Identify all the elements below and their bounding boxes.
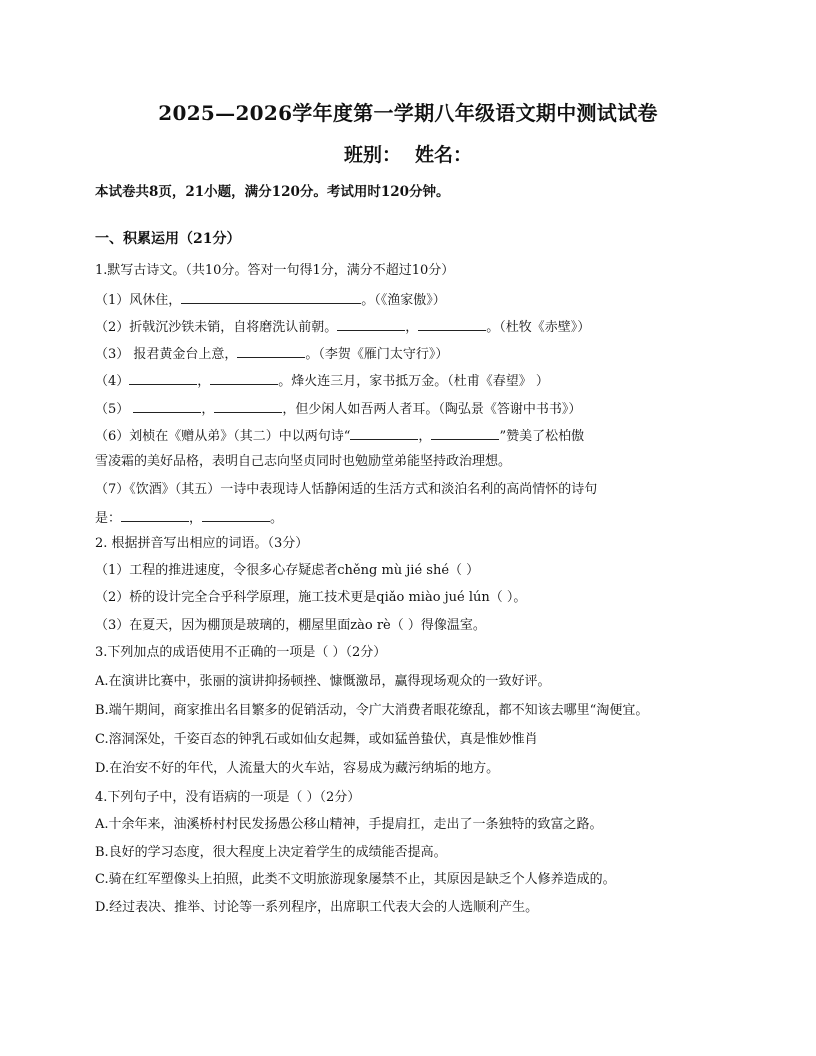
answer-blank xyxy=(129,371,197,385)
question-1-item-7-cont xyxy=(95,508,283,528)
item-text: 。 xyxy=(270,511,284,526)
question-4-option-b: B.良好的学习态度，很大程度上决定着学生的成绩能否提高。 xyxy=(95,845,447,860)
item-sep: ， xyxy=(405,320,419,335)
item-text: ”赞美了松柏傲 xyxy=(499,429,585,444)
question-2-item-2: （2）桥的设计完全合乎科学原理，施工技术更是qiǎo miào jué lún（ ）。 xyxy=(95,590,527,605)
exam-title: 2025—2026学年度第一学期八年级语文期中测试试卷 xyxy=(158,101,658,125)
question-1-item-5 xyxy=(95,399,581,419)
student-info-line xyxy=(0,140,816,167)
exam-instructions: 本试卷共8页，21小题，满分120分。考试用时120分钟。 xyxy=(95,184,450,200)
answer-blank xyxy=(418,317,486,331)
item-text: 是： xyxy=(95,511,122,526)
question-1-stem: 1.默写古诗文。（共10分。答对一句得1分，满分不超过10分） xyxy=(95,263,455,278)
item-text: （5） xyxy=(95,402,134,417)
item-text: （3） 报君黄金台上意， xyxy=(95,347,238,362)
item-text: （6）刘桢在《赠从弟》（其二）中以两句诗“ xyxy=(95,429,351,444)
item-sep: ， xyxy=(197,374,211,389)
answer-blank xyxy=(237,344,305,358)
question-1-item-2 xyxy=(95,317,590,337)
answer-blank xyxy=(350,426,418,440)
question-1-item-7: （7）《饮酒》（其五）一诗中表现诗人恬静闲适的生活方式和淡泊名利的高尚情怀的诗句 xyxy=(95,482,598,497)
question-2-stem: 2. 根据拼音写出相应的词语。（3分） xyxy=(95,536,309,551)
question-4-option-c: C.骑在红军塑像头上拍照，此类不文明旅游现象屡禁不止，其原因是缺乏个人修养造成的。 xyxy=(95,872,616,887)
question-1-item-1 xyxy=(95,290,446,310)
answer-blank xyxy=(210,371,278,385)
item-source: 。（《渔家傲》） xyxy=(361,293,446,308)
question-1-item-6-cont: 雪凌霜的美好品格，表明自己志向坚贞同时也勉励堂弟能坚持政治理想。 xyxy=(95,454,512,469)
answer-blank xyxy=(121,508,189,522)
question-3-option-b: B.端午期间，商家推出名目繁多的促销活动，令广大消费者眼花缭乱，都不知该去哪里“淘便宜。 xyxy=(95,703,649,718)
question-3-stem: 3.下列加点的成语使用不正确的一项是（ ）（2分） xyxy=(95,645,387,660)
item-text: （1）风休住， xyxy=(95,293,182,308)
class-label: 班别： xyxy=(343,144,401,166)
question-2-item-1: （1）工程的推进速度，令很多心存疑虑者chěng mù jié shé（ ） xyxy=(95,563,480,578)
item-sep: ， xyxy=(189,511,203,526)
question-3-option-d: D.在治安不好的年代，人流量大的火车站，容易成为藏污纳垢的地方。 xyxy=(95,761,500,776)
item-text: （4） xyxy=(95,374,130,389)
item-sep: ， xyxy=(201,402,215,417)
question-2-item-3: （3）在夏天，因为棚顶是玻璃的，棚屋里面zào rè（ ）得像温室。 xyxy=(95,618,486,633)
answer-blank xyxy=(214,399,282,413)
name-label: 姓名： xyxy=(415,144,473,166)
question-4-option-d: D.经过表决、推举、讨论等一系列程序，出席职工代表大会的人选顺利产生。 xyxy=(95,900,539,915)
answer-blank xyxy=(337,317,405,331)
section-heading: 一、积累运用（21分） xyxy=(95,231,241,247)
item-source: ，但少闲人如吾两人者耳。（陶弘景《答谢中书书》） xyxy=(282,402,582,417)
question-4-stem: 4.下列句子中，没有语病的一项是（ ）（2分） xyxy=(95,790,361,805)
answer-blank xyxy=(431,426,499,440)
item-source: 。（杜牧《赤壁》） xyxy=(486,320,591,335)
question-4-option-a: A.十余年来，油溪桥村村民发扬愚公移山精神，手提肩扛，走出了一条独特的致富之路。 xyxy=(95,817,603,832)
answer-blank xyxy=(181,290,361,304)
question-1-item-3 xyxy=(95,344,448,364)
item-text: （2）折戟沉沙铁未销，自将磨洗认前朝。 xyxy=(95,320,338,335)
question-1-item-4 xyxy=(95,371,549,391)
item-source: 。（李贺《雁门太守行》） xyxy=(305,347,449,362)
answer-blank xyxy=(133,399,201,413)
question-3-option-c: C.溶洞深处，千姿百态的钟乳石或如仙女起舞，或如猛兽蛰伏，真是惟妙惟肖 xyxy=(95,732,538,747)
item-sep: ， xyxy=(418,429,432,444)
question-1-item-6 xyxy=(95,426,584,446)
answer-blank xyxy=(202,508,270,522)
item-source: 。烽火连三月，家书抵万金。（杜甫《春望》 ） xyxy=(278,374,549,389)
question-3-option-a: A.在演讲比赛中，张丽的演讲抑扬顿挫、慷慨激昂，赢得现场观众的一致好评。 xyxy=(95,674,551,689)
